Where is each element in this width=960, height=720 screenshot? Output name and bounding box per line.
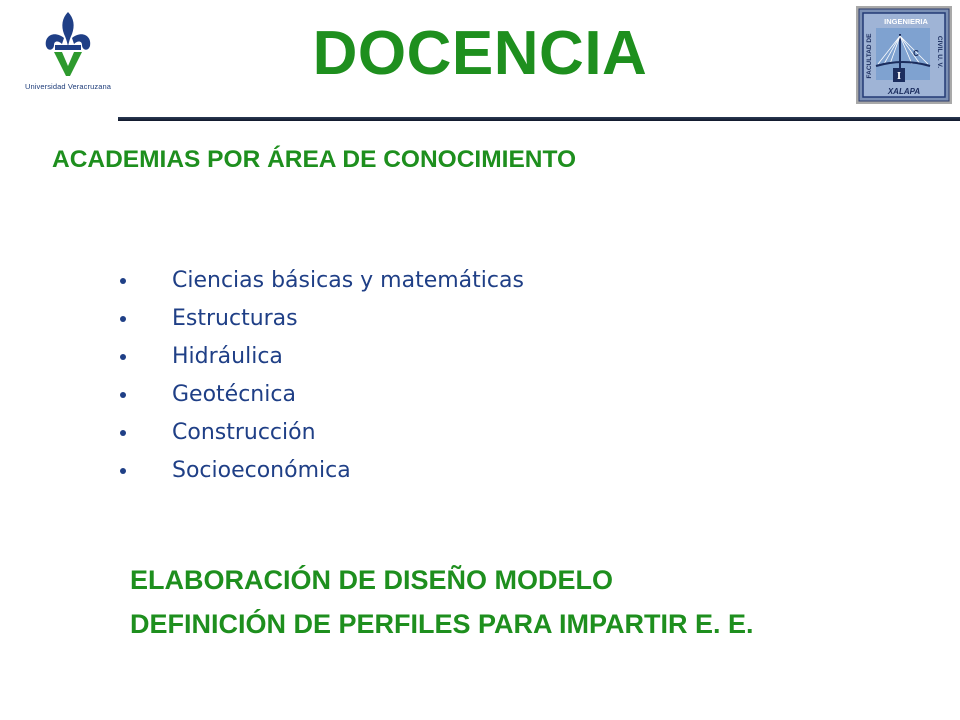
- footer-line-2: DEFINICIÓN DE PERFILES PARA IMPARTIR E. E.: [130, 609, 754, 639]
- svg-text:C: C: [913, 49, 919, 58]
- academias-list: [120, 264, 524, 492]
- bullet-icon: [120, 430, 126, 436]
- svg-text:I: I: [896, 70, 902, 82]
- bridge-emblem-icon: [856, 6, 952, 104]
- facultad-ingenieria-logo: [856, 6, 952, 104]
- list-item-label: Estructuras: [172, 306, 298, 331]
- logo-text-top: INGENIERIA: [884, 17, 928, 26]
- list-item: [120, 302, 524, 340]
- logo-text-bottom: XALAPA: [887, 87, 921, 96]
- list-item: [120, 454, 524, 492]
- bullet-icon: [120, 468, 126, 474]
- list-item: [120, 340, 524, 378]
- bullet-icon: [120, 392, 126, 398]
- list-item: [120, 264, 524, 302]
- logo-text-right: CIVIL U. V.: [936, 35, 943, 69]
- list-item: [120, 416, 524, 454]
- list-item-label: Hidráulica: [172, 344, 283, 369]
- header-divider: [118, 117, 960, 121]
- section-subtitle: ACADEMIAS POR ÁREA DE CONOCIMIENTO: [52, 146, 577, 173]
- bullet-icon: [120, 278, 126, 284]
- bullet-icon: [120, 316, 126, 322]
- footer-line-1: ELABORACIÓN DE DISEÑO MODELO: [130, 565, 614, 595]
- list-item-label: Construcción: [172, 420, 316, 445]
- list-item-label: Socioeconómica: [172, 458, 351, 483]
- list-item-label: Geotécnica: [172, 382, 296, 407]
- logo-text-left: FACULTAD DE: [866, 33, 873, 79]
- list-item-label: Ciencias básicas y matemáticas: [172, 268, 524, 293]
- university-caption: Universidad Veracruzana: [24, 82, 112, 91]
- footer-statement: [130, 558, 754, 646]
- list-item: [120, 378, 524, 416]
- page-title: DOCENCIA: [312, 19, 648, 88]
- bullet-icon: [120, 354, 126, 360]
